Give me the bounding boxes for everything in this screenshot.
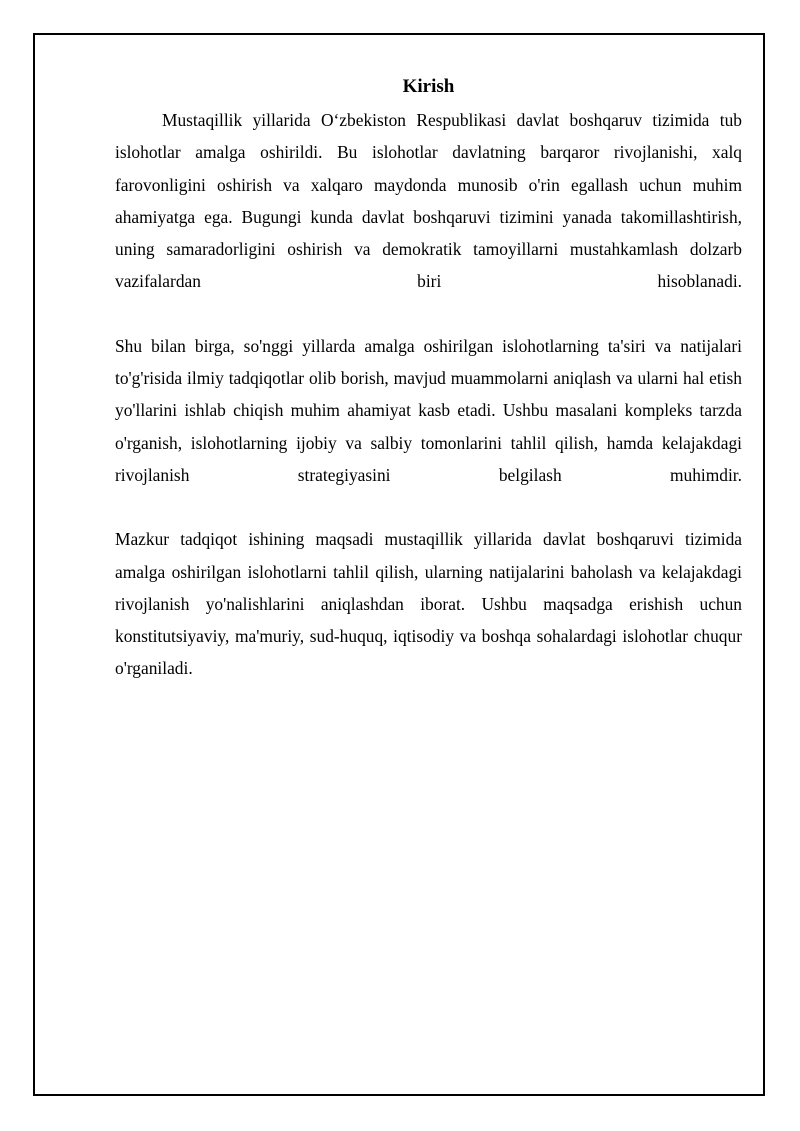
paragraph-spacer [115, 298, 742, 330]
paragraph-2: Shu bilan birga, so'nggi yillarda amalga oshirilgan islohotlarning ta'siri va natijalari to'g'risida ilmiy tadqiqotlar olib borish, mavjud muammolarni aniqlash va ularni hal etish yo'llarini ishlab chiqish muhim ahamiyat kasb etadi. Ushbu masalani kompleks tarzda o'rganish, islohotlarning ijobiy va salbiy tomonlarini tahlil qilish, hamda kelajakdagi rivojlanish strategiyasini belgilash muhimdir. [115, 335, 742, 485]
paragraph-spacer [115, 491, 742, 523]
paragraph-1: Mustaqillik yillarida O‘zbekiston Respublikasi davlat boshqaruv tizimida tub islohotlar amalga oshirildi. Bu islohotlar davlatning barqaror rivojlanishi, xalq farovonligini oshirish va xalqaro maydonda munosib o'rin egallash uchun muhim ahamiyatga ega. Bugungi kunda davlat boshqaruvi tizimini yanada takomillashtirish, uning samaradorligini oshirish va demokratik tamoyillarni mustahkamlash dolzarb vazifalardan biri hisoblanadi. [115, 110, 742, 292]
paragraph-3: Mazkur tadqiqot ishining maqsadi mustaqillik yillarida davlat boshqaruvi tizimida amalga oshirilgan islohotlarni tahlil qilish, ularning natijalarini baholash va kelajakdagi rivojlanish yo'nalishlarini aniqlashdan iborat. Ushbu maqsadga erishish uchun konstitutsiyaviy, ma'muriy, sud-huquq, iqtisodiy va boshqa sohalardagi islohotlar chuqur o'rganiladi. [115, 529, 742, 679]
document-title: Kirish [402, 76, 455, 97]
document-body [115, 74, 742, 685]
